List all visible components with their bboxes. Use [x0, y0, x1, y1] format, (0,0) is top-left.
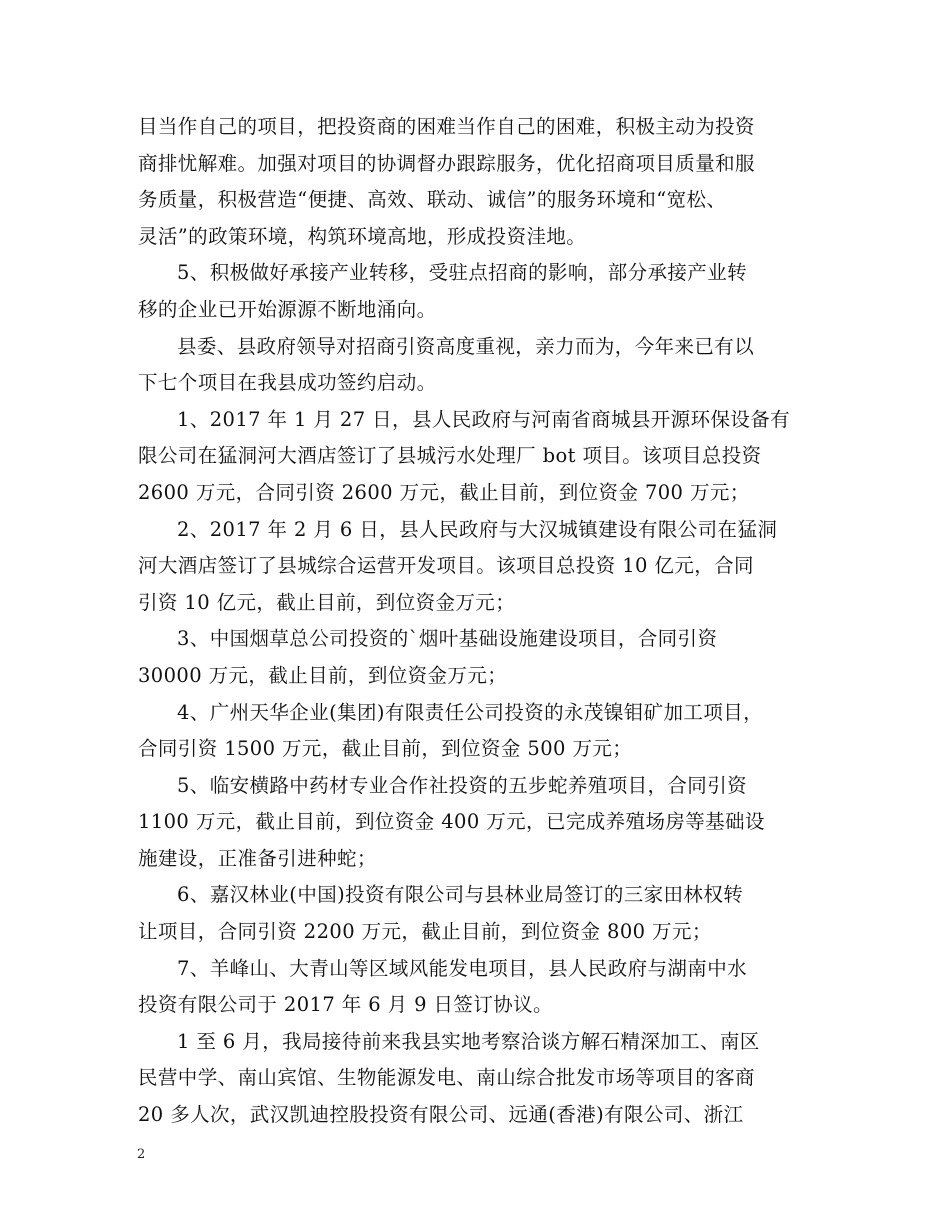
text-line: 6、嘉汉林业(中国)投资有限公司与县林业局签订的三家田林权转 — [177, 883, 744, 907]
text-line: 下七个项目在我县成功签约启动。 — [138, 371, 437, 395]
text-line: 1、2017 年 1 月 27 日，县人民政府与河南省商城县开源环保设备有 — [177, 407, 791, 431]
text-line: 限公司在猛洞河大酒店签订了县城污水处理厂 bot 项目。该项目总投资 — [138, 444, 762, 468]
text-line: 目当作自己的项目，把投资商的困难当作自己的困难，积极主动为投资 — [138, 115, 755, 138]
text-line: 移的企业已开始源源不断地涌向。 — [138, 297, 437, 321]
text-line: 县委、县政府领导对招商引资高度重视，亲力而为，今年来已有以 — [177, 334, 755, 358]
text-line: 5、积极做好承接产业转移，受驻点招商的影响，部分承接产业转 — [177, 261, 748, 285]
page-number: 2 — [137, 1147, 146, 1162]
text-line: 2600 万元，合同引资 2600 万元，截止目前，到位资金 700 万元； — [138, 480, 750, 504]
text-line: 务质量，积极营造“便捷、高效、联动、诚信”的服务环境和“宽松、 — [138, 188, 727, 212]
text-line: 合同引资 1500 万元，截止目前，到位资金 500 万元； — [138, 737, 633, 761]
text-line: 1100 万元，截止目前，到位资金 400 万元，已完成养殖场房等基础设 — [138, 810, 765, 834]
text-line: 20 多人次，武汉凯迪控股投资有限公司、远通(香港)有限公司、浙江 — [138, 1103, 744, 1127]
text-line: 3、中国烟草总公司投资的`烟叶基础设施建设项目，合同引资 — [177, 627, 718, 651]
text-line: 1 至 6 月，我局接待前来我县实地考察洽谈方解石精深加工、南区 — [177, 1029, 760, 1053]
text-line: 引资 10 亿元，截止目前，到位资金万元； — [138, 590, 516, 614]
text-line: 30000 万元，截止目前，到位资金万元； — [138, 663, 508, 687]
text-line: 投资有限公司于 2017 年 6 月 9 日签订协议。 — [138, 993, 553, 1017]
text-line: 让项目，合同引资 2200 万元，截止目前，到位资金 800 万元； — [138, 920, 712, 944]
text-line: 7、羊峰山、大青山等区域风能发电项目，县人民政府与湖南中水 — [177, 956, 748, 980]
text-line: 灵活”的政策环境，构筑环境高地，形成投资洼地。 — [138, 224, 587, 248]
text-line: 河大酒店签订了县城综合运营开发项目。该项目总投资 10 亿元，合同 — [138, 554, 754, 578]
text-line: 商排忧解难。加强对项目的协调督办跟踪服务，优化招商项目质量和服 — [138, 151, 755, 175]
text-line: 施建设，正准备引进种蛇； — [138, 846, 377, 870]
text-line: 5、临安横路中药材专业合作社投资的五步蛇养殖项目，合同引资 — [177, 773, 748, 797]
text-line: 4、广州天华企业(集团)有限责任公司投资的永茂镍钼矿加工项目， — [177, 700, 764, 724]
text-line: 民营中学、南山宾馆、生物能源发电、南山综合批发市场等项目的客商 — [138, 1066, 755, 1090]
text-line: 2、2017 年 2 月 6 日，县人民政府与大汉城镇建设有限公司在猛洞 — [177, 517, 778, 541]
document-body — [138, 109, 824, 1134]
